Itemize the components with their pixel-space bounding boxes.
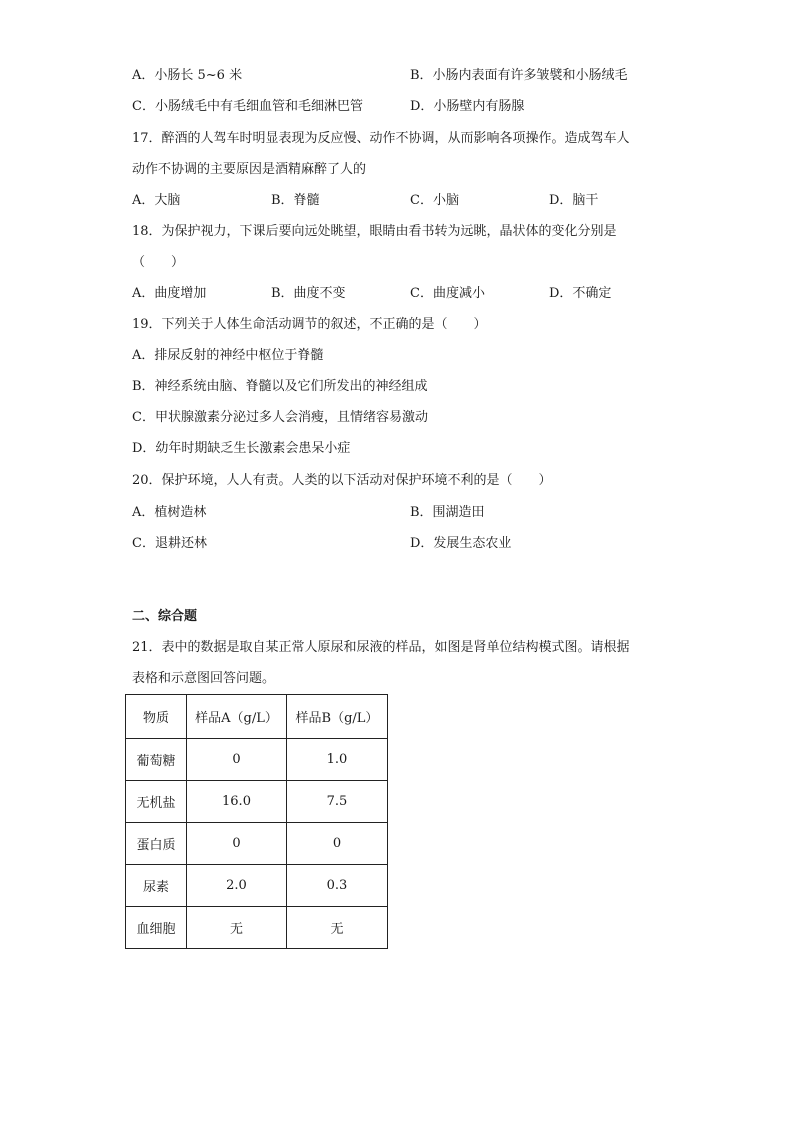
q19-stem: 19．下列关于人体生命活动调节的叙述，不正确的是（ ）	[132, 317, 487, 332]
q17-option-a: A．大脑	[132, 193, 181, 208]
table-row	[126, 781, 388, 823]
q20-option-a: A．植树造林	[132, 505, 207, 520]
table-cell: 7.5	[287, 781, 388, 823]
q20-option-c: C．退耕还林	[132, 536, 207, 551]
q16-option-d: D．小肠壁内有肠腺	[410, 99, 525, 114]
q20-option-d: D．发展生态农业	[410, 536, 512, 551]
table-row	[126, 865, 388, 907]
table-cell: 0	[187, 739, 287, 781]
q19-option-b: B．神经系统由脑、脊髓以及它们所发出的神经组成	[132, 379, 428, 394]
table-header-row	[126, 695, 388, 739]
q18-option-d: D．不确定	[549, 286, 612, 301]
table-cell: 尿素	[126, 865, 187, 907]
table-cell: 葡萄糖	[126, 739, 187, 781]
table-row	[126, 823, 388, 865]
section-title: 二、综合题	[132, 609, 198, 624]
q18-stem-line1: 18．为保护视力，下课后要向远处眺望，眼睛由看书转为远眺，晶状体的变化分别是	[132, 224, 617, 239]
table-cell: 血细胞	[126, 907, 187, 949]
table-cell: 0.3	[287, 865, 388, 907]
table-cell: 0	[287, 823, 388, 865]
table-cell: 0	[187, 823, 287, 865]
table-row	[126, 739, 388, 781]
q20-stem: 20．保护环境，人人有责。人类的以下活动对保护环境不利的是（ ）	[132, 473, 552, 488]
q17-option-c: C．小脑	[410, 193, 459, 208]
table-cell: 无	[187, 907, 287, 949]
table-row	[126, 907, 388, 949]
table-cell: 无机盐	[126, 781, 187, 823]
table-cell: 16.0	[187, 781, 287, 823]
q19-option-c: C．甲状腺激素分泌过多人会消瘦，且情绪容易激动	[132, 410, 428, 425]
table-cell: 1.0	[287, 739, 388, 781]
table-header-cell: 样品B（g/L）	[287, 695, 388, 739]
q18-stem-line2: （ ）	[132, 255, 185, 270]
table-cell: 2.0	[187, 865, 287, 907]
q20-option-b: B．围湖造田	[410, 505, 485, 520]
table-cell: 蛋白质	[126, 823, 187, 865]
q19-option-d: D．幼年时期缺乏生长激素会患呆小症	[132, 441, 351, 456]
q21-stem-line2: 表格和示意图回答问题。	[132, 671, 276, 686]
table-cell: 无	[287, 907, 388, 949]
table-header-cell: 物质	[126, 695, 187, 739]
sample-data-table	[125, 694, 388, 949]
q19-option-a: A．排尿反射的神经中枢位于脊髓	[132, 348, 324, 363]
q16-option-b: B．小肠内表面有许多皱襞和小肠绒毛	[410, 68, 628, 83]
q16-option-a: A．小肠长 5~6 米	[132, 68, 243, 83]
q17-option-b: B．脊髓	[271, 193, 320, 208]
q18-option-c: C．曲度减小	[410, 286, 485, 301]
q18-option-a: A．曲度增加	[132, 286, 207, 301]
q21-stem-line1: 21．表中的数据是取自某正常人原尿和尿液的样品，如图是肾单位结构模式图。请根据	[132, 640, 630, 655]
q17-stem-line1: 17．醉酒的人驾车时明显表现为反应慢、动作不协调，从而影响各项操作。造成驾车人	[132, 131, 630, 146]
q18-option-b: B．曲度不变	[271, 286, 346, 301]
table-header-cell: 样品A（g/L）	[187, 695, 287, 739]
q16-option-c: C．小肠绒毛中有毛细血管和毛细淋巴管	[132, 99, 363, 114]
q17-stem-line2: 动作不协调的主要原因是酒精麻醉了人的	[132, 162, 367, 177]
q17-option-d: D．脑干	[549, 193, 599, 208]
